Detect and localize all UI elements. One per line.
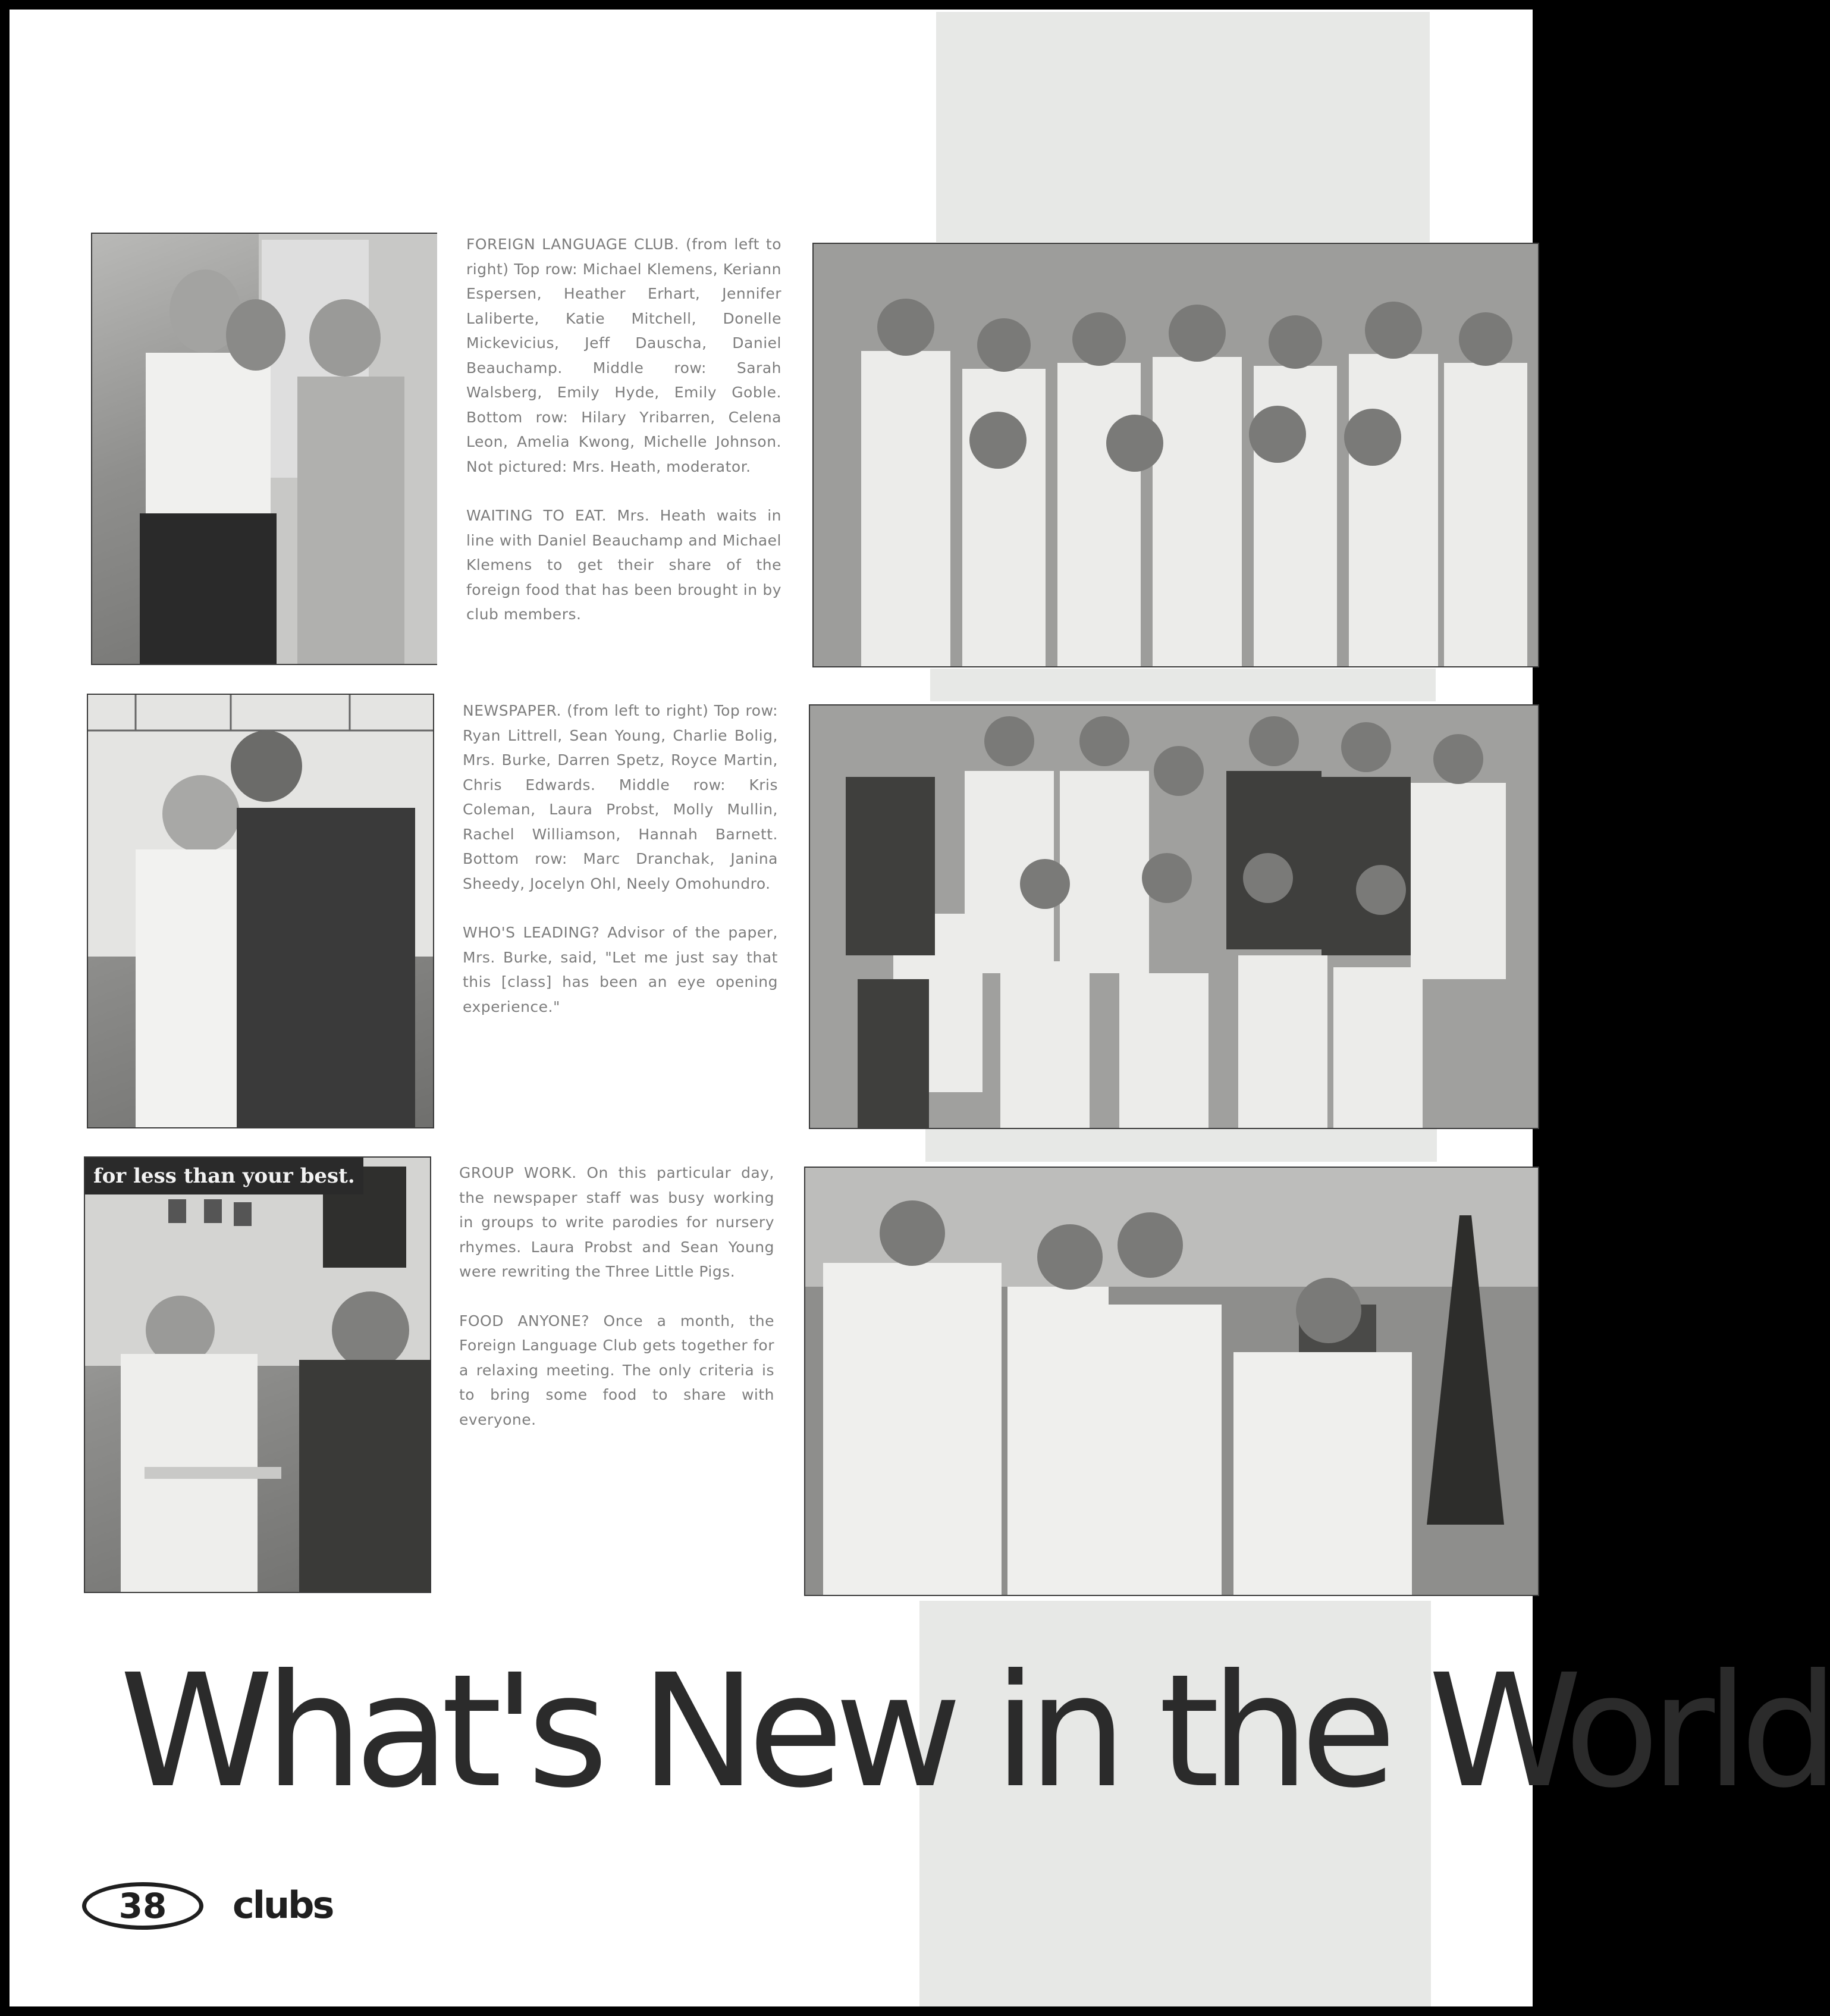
photo-waiting-to-eat: [92, 234, 436, 664]
photo-foreign-language-club-figures: [814, 244, 1538, 666]
caption-column-3: [459, 1161, 774, 1456]
photo-food-anyone: [805, 1168, 1538, 1595]
shade-block-top: [936, 12, 1430, 242]
shade-band-2: [925, 1129, 1437, 1162]
caption-foreign-language-club: FOREIGN LANGUAGE CLUB. (from left to right) Top row: Michael Klemens, Keriann Espersen, Heather Erhart, Jennifer Laliberte, Katie Mitchell, Donelle Mickevicius, Jeff Dauscha, Daniel Beauchamp. Middle row: Sarah Walsberg, Emily Hyde, Emily Goble. Bottom row: Hilary Yribarren, Celena Leon, Amelia Kwong, Michelle Johnson. Not pictured: Mrs. Heath, moderator.: [466, 236, 781, 475]
caption-column-1: [466, 232, 781, 651]
page-number: 38: [118, 1886, 167, 1926]
caption-food-anyone: FOOD ANYONE? Once a month, the Foreign Language Club gets together for a relaxing meeting. The only criteria is to bring some food to share with everyone.: [459, 1312, 774, 1428]
photo-group-work: [85, 1158, 430, 1592]
yearbook-page: [10, 10, 1830, 2006]
photo-whos-leading: [88, 695, 433, 1127]
page-number-badge: [82, 1882, 203, 1930]
caption-column-2: [463, 698, 778, 1043]
photo-food-anyone-figures: [805, 1168, 1538, 1595]
shade-band-1: [930, 669, 1436, 701]
photo-group-work-figures: [85, 1158, 430, 1592]
caption-waiting-to-eat: WAITING TO EAT. Mrs. Heath waits in line with Daniel Beauchamp and Michael Klemens to get their share of the foreign food that has been brought in by club members.: [466, 507, 781, 623]
photo-newspaper-staff: [810, 706, 1538, 1128]
section-label: clubs: [233, 1883, 333, 1927]
photo-foreign-language-club: [814, 244, 1538, 666]
photo-newspaper-staff-figures: [810, 706, 1538, 1128]
page-headline: What's New in the World: [120, 1641, 1830, 1822]
caption-group-work: GROUP WORK. On this particular day, the newspaper staff was busy working in groups to write parodies for nursery rhymes. Laura Probst and Sean Young were rewriting the Three Little Pigs.: [459, 1164, 774, 1280]
photo-banner-text: for less than your best.: [85, 1158, 363, 1194]
photo-waiting-to-eat-figures: [92, 234, 436, 664]
photo-whos-leading-figures: [88, 695, 433, 1127]
caption-whos-leading: WHO'S LEADING? Advisor of the paper, Mrs. Burke, said, "Let me just say that this [class] has been an eye opening experience.": [463, 924, 778, 1015]
caption-newspaper: NEWSPAPER. (from left to right) Top row: Ryan Littrell, Sean Young, Charlie Bolig, Mrs. Burke, Darren Spetz, Royce Martin, Chris Edwards. Middle row: Kris Coleman, Laura Probst, Molly Mullin, Rachel Williamson, Hannah Barnett. Bottom row: Marc Dranchak, Janina Sheedy, Jocelyn Ohl, Neely Omohundro.: [463, 702, 778, 892]
